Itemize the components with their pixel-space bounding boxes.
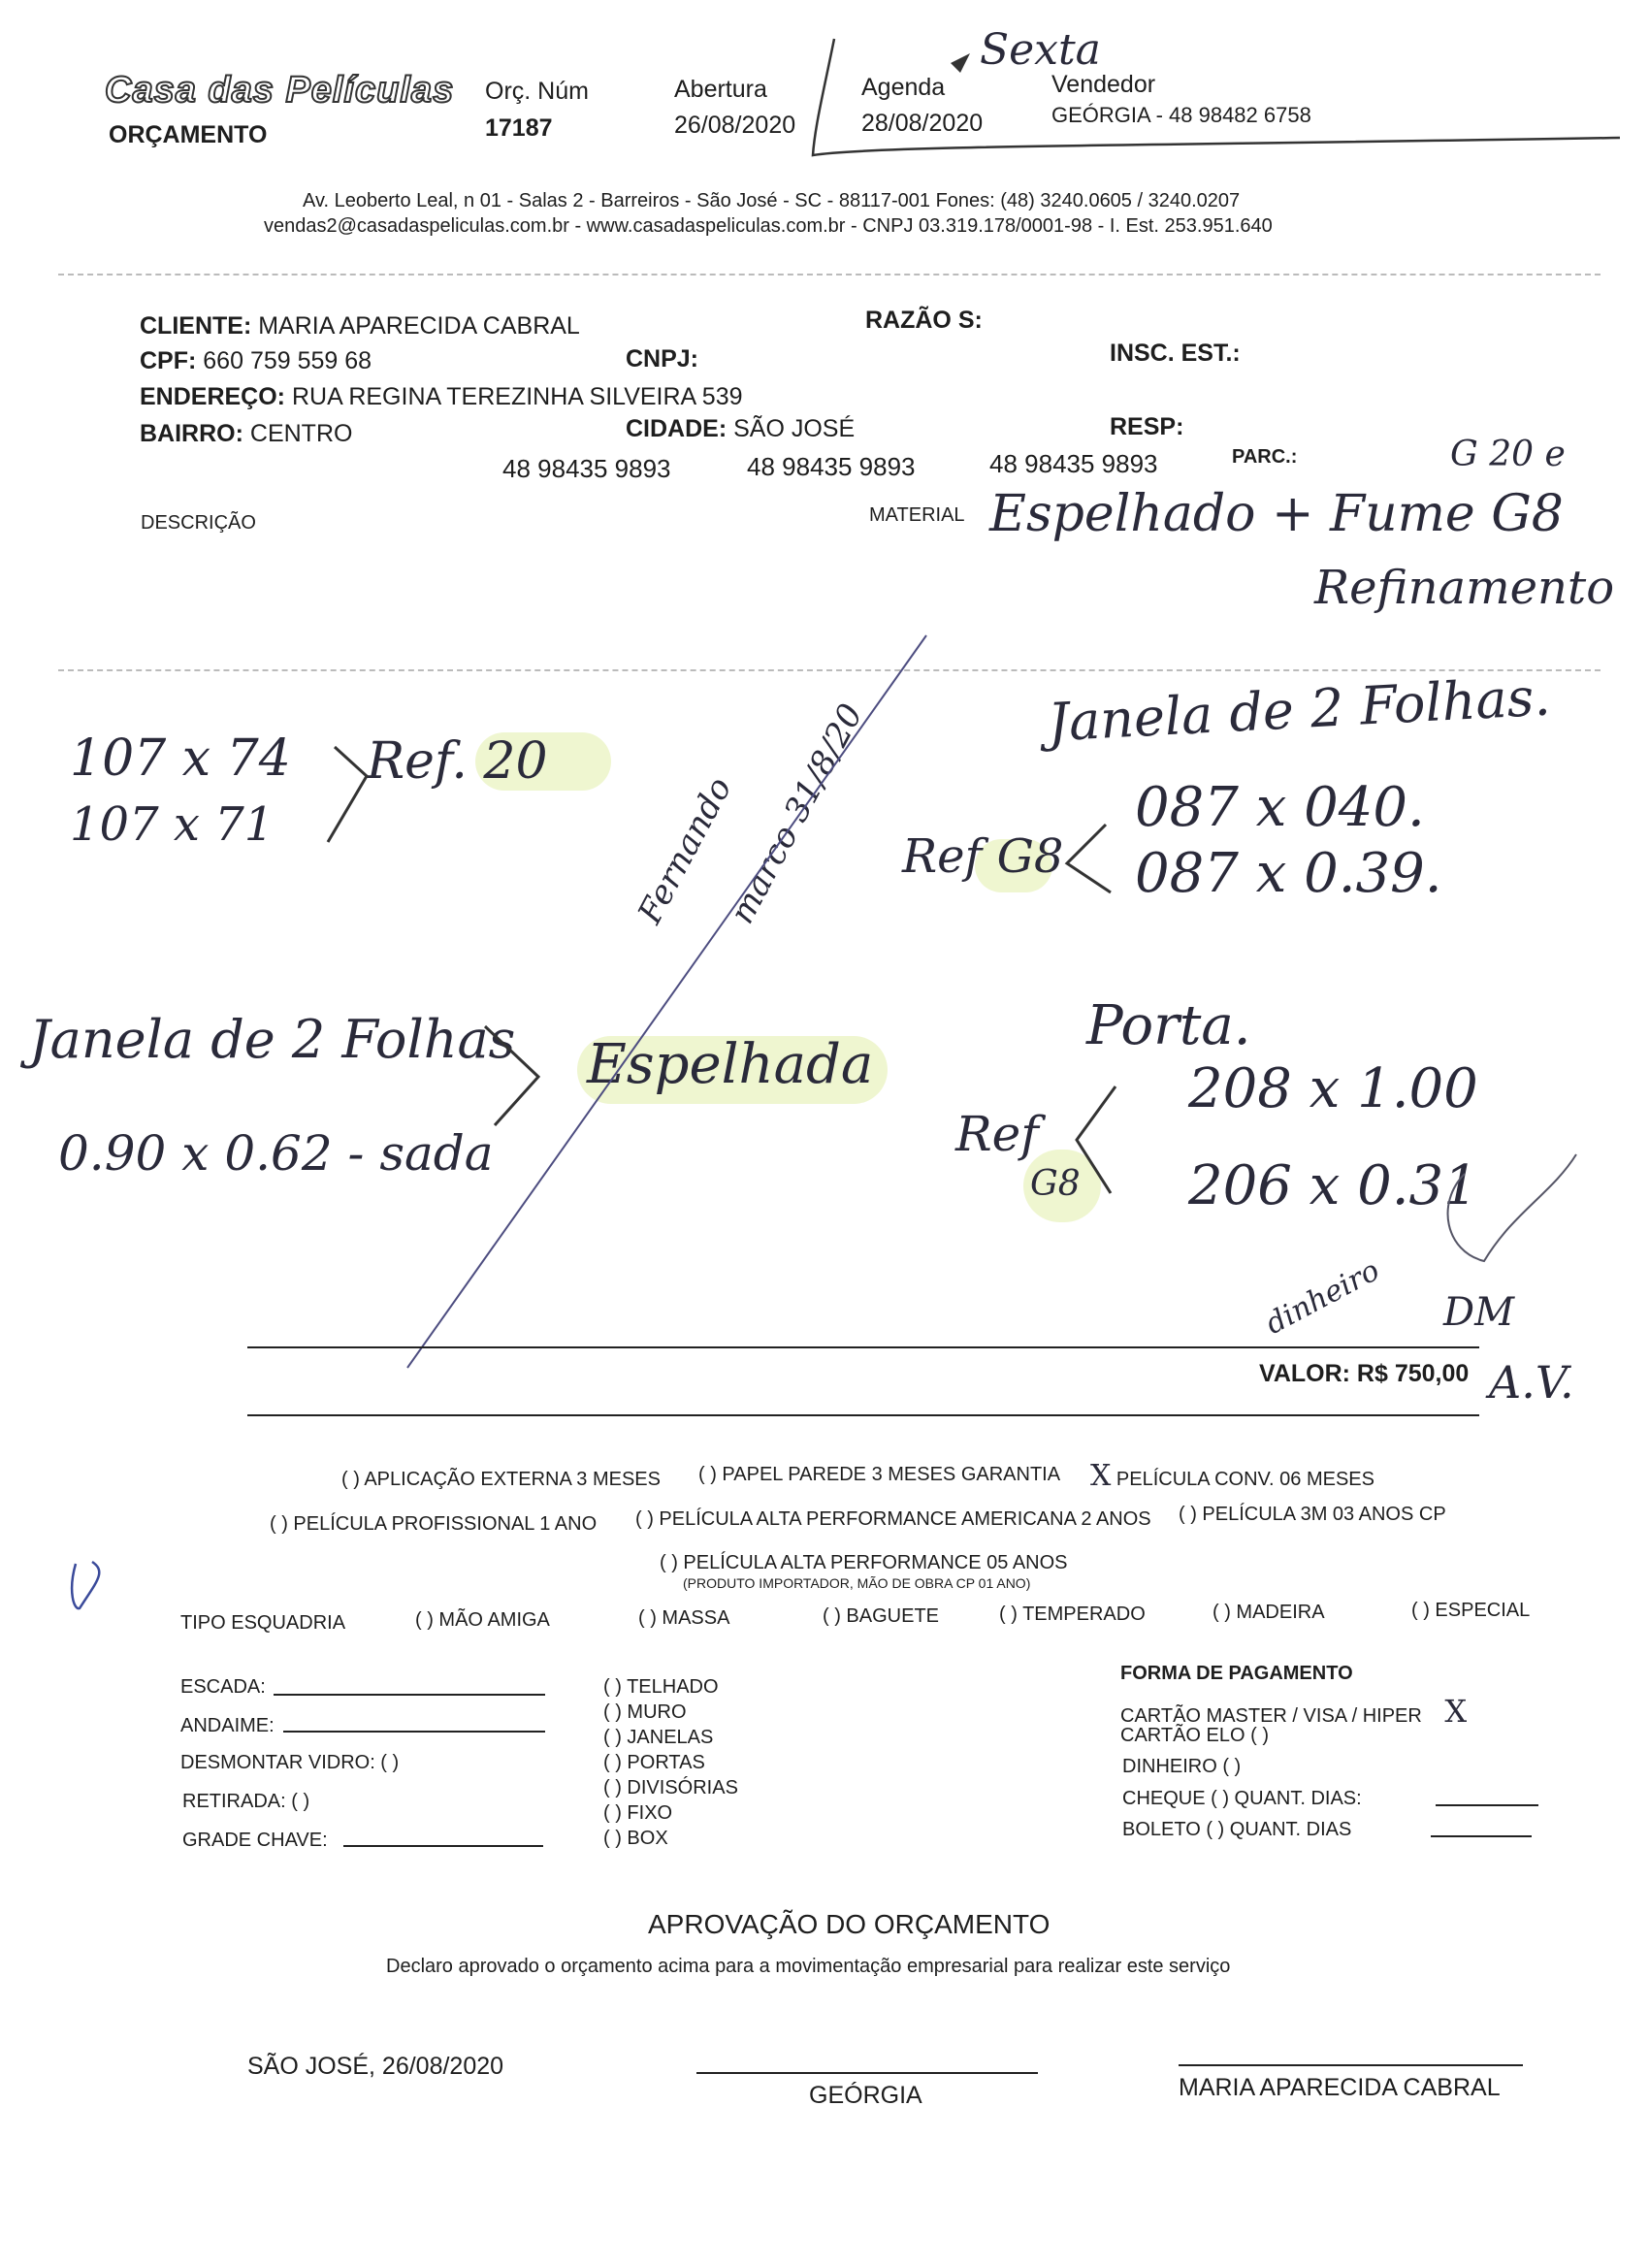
option-aplicacao-externa[interactable]: ( ) APLICAÇÃO EXTERNA 3 MESES: [341, 1469, 661, 1490]
payment-boleto[interactable]: BOLETO ( ) QUANT. DIAS: [1122, 1819, 1352, 1840]
dinheiro-note: dinheiro: [1260, 1253, 1385, 1342]
bracket-4: [1077, 1086, 1116, 1193]
measurement-4b: 206 x 0.31: [1188, 1154, 1478, 1217]
payment-cheque[interactable]: CHEQUE ( ) QUANT. DIAS:: [1122, 1788, 1362, 1809]
parc-handwritten-note: G 20 e: [1450, 435, 1566, 474]
cpf-label: CPF:: [140, 347, 197, 374]
valor-line-bottom: [247, 1414, 1479, 1416]
option-pelicula-conv[interactable]: [1090, 1459, 1374, 1493]
agenda-bracket-stroke: [813, 39, 1620, 155]
material-handwritten-note-2: Refinamento: [1314, 561, 1615, 615]
diagonal-cross-stroke: [407, 635, 926, 1368]
phone-2: 48 98435 9893: [747, 452, 916, 481]
esquadria-baguete[interactable]: ( ) BAGUETE: [823, 1605, 940, 1627]
cliente-label: CLIENTE:: [140, 312, 252, 340]
grade-chave-label: GRADE CHAVE:: [182, 1830, 328, 1851]
option-pelicula-americana[interactable]: ( ) PELÍCULA ALTA PERFORMANCE AMERICANA 2 ANOS: [635, 1508, 1151, 1530]
escada-input[interactable]: [274, 1694, 545, 1696]
bracket-2: [1067, 825, 1111, 892]
field-box[interactable]: ( ) BOX: [603, 1828, 668, 1849]
option-papel-parede[interactable]: ( ) PAPEL PAREDE 3 MESES GARANTIA: [698, 1464, 1061, 1485]
payment-title: FORMA DE PAGAMENTO: [1120, 1663, 1353, 1684]
option-checked-mark: X: [1090, 1459, 1112, 1493]
signature-name-right: MARIA APARECIDA CABRAL: [1179, 2074, 1501, 2101]
parc-label: PARC.:: [1232, 446, 1298, 468]
cidade-label: CIDADE:: [626, 415, 728, 442]
valor-total: VALOR: R$ 750,00: [1259, 1360, 1470, 1387]
approval-place-date: SÃO JOSÉ, 26/08/2020: [247, 2053, 504, 2080]
g8-tag-b: G8: [1030, 1164, 1081, 1204]
cidade-value: SÃO JOSÉ: [733, 415, 856, 442]
company-address: Av. Leoberto Leal, n 01 - Salas 2 - Barreiros - São José - SC - 88117-001 Fones: (48) 3240.0605 / 3240.0207: [303, 190, 1241, 211]
esquadria-madeira[interactable]: ( ) MADEIRA: [1212, 1602, 1325, 1623]
signature-name-left: GEÓRGIA: [809, 2082, 922, 2109]
razao-label: RAZÃO S:: [865, 307, 983, 334]
av-note: A.V.: [1489, 1356, 1574, 1409]
vendedor-label: Vendedor: [1051, 71, 1156, 98]
esquadria-especial[interactable]: ( ) ESPECIAL: [1411, 1600, 1531, 1621]
endereco-value: RUA REGINA TEREZINHA SILVEIRA 539: [291, 383, 743, 410]
diagonal-note-1: Fernando: [630, 770, 740, 930]
esquadria-mao-amiga[interactable]: ( ) MÃO AMIGA: [415, 1609, 550, 1631]
margin-mark: [72, 1562, 99, 1608]
orc-num-label: Orç. Núm: [485, 78, 589, 105]
measurement-2b: 087 x 0.39.: [1135, 842, 1442, 905]
field-portas[interactable]: ( ) PORTAS: [603, 1752, 705, 1773]
document-type: ORÇAMENTO: [109, 121, 268, 148]
abertura-label: Abertura: [674, 76, 767, 103]
field-muro[interactable]: ( ) MURO: [603, 1701, 687, 1723]
bracket-3: [485, 1026, 538, 1125]
desmontar-vidro-option[interactable]: DESMONTAR VIDRO: ( ): [180, 1752, 400, 1773]
field-fixo[interactable]: ( ) FIXO: [603, 1802, 673, 1824]
payment-cartao-master-label: CARTÃO MASTER / VISA / HIPER: [1120, 1705, 1422, 1727]
option-pelicula-profissional[interactable]: ( ) PELÍCULA PROFISSIONAL 1 ANO: [270, 1513, 598, 1535]
approval-text: Declaro aprovado o orçamento acima para a movimentação empresarial para realizar este serviço: [386, 1956, 1231, 1977]
signature-line-left: [696, 2072, 1038, 2074]
resp-label: RESP:: [1110, 413, 1184, 440]
endereco-label: ENDEREÇO:: [140, 383, 286, 410]
agenda-value: 28/08/2020: [861, 110, 984, 137]
vendedor-value: GEÓRGIA - 48 98482 6758: [1051, 103, 1311, 127]
retirada-option[interactable]: RETIRADA: ( ): [182, 1791, 310, 1812]
agenda-handwritten-note: Sexta: [980, 25, 1101, 75]
diagonal-note-2: marco 31/8/20: [723, 697, 871, 930]
orc-num-value: 17187: [485, 114, 553, 142]
escada-label: ESCADA:: [180, 1676, 266, 1698]
phone-1: 48 98435 9893: [502, 454, 671, 483]
bairro-value: CENTRO: [249, 420, 353, 447]
option-pelicula-conv-label: PELÍCULA CONV. 06 MESES: [1116, 1469, 1374, 1490]
measurement-3: 0.90 x 0.62 - sada: [58, 1125, 494, 1182]
porta-title: Porta.: [1086, 994, 1251, 1057]
field-divisorias[interactable]: ( ) DIVISÓRIAS: [603, 1777, 738, 1798]
bairro-label: BAIRRO:: [140, 420, 243, 447]
option-alta-performance-note: (PRODUTO IMPORTADOR, MÃO DE OBRA CP 01 ANO): [683, 1575, 1031, 1591]
material-label: MATERIAL: [869, 504, 965, 526]
valor-line-top: [247, 1346, 1479, 1348]
field-telhado[interactable]: ( ) TELHADO: [603, 1676, 719, 1698]
measurement-2a: 087 x 040.: [1135, 776, 1425, 839]
boleto-dias-input[interactable]: [1431, 1835, 1532, 1837]
initials-dm: DM: [1443, 1290, 1515, 1335]
janela-right-title: Janela de 2 Folhas.: [1046, 665, 1552, 754]
andaime-input[interactable]: [283, 1731, 545, 1733]
measurement-1b: 107 x 71: [70, 797, 275, 852]
ref-g8-tag-a: Ref G8: [902, 829, 1064, 884]
agenda-arrow-stroke: [951, 53, 970, 73]
measurement-1a: 107 x 74: [70, 729, 291, 788]
material-handwritten-note: Espelhado + Fume G8: [989, 485, 1564, 543]
cpf-value: 660 759 559 68: [203, 347, 372, 374]
payment-checked-mark: X: [1444, 1693, 1468, 1730]
cheque-dias-input[interactable]: [1436, 1804, 1538, 1806]
signature-scribble: [1448, 1154, 1576, 1261]
bracket-1: [328, 747, 367, 842]
abertura-value: 26/08/2020: [674, 112, 796, 139]
grade-chave-input[interactable]: [343, 1845, 543, 1847]
option-pelicula-3m[interactable]: ( ) PELÍCULA 3M 03 ANOS CP: [1179, 1504, 1446, 1525]
esquadria-temperado[interactable]: ( ) TEMPERADO: [999, 1604, 1146, 1625]
agenda-label: Agenda: [861, 74, 946, 101]
esquadria-label: TIPO ESQUADRIA: [180, 1612, 346, 1634]
company-logo: Casa das Películas: [105, 70, 455, 111]
approval-title: APROVAÇÃO DO ORÇAMENTO: [648, 1909, 1051, 1939]
andaime-label: ANDAIME:: [180, 1715, 275, 1736]
esquadria-massa[interactable]: ( ) MASSA: [638, 1607, 730, 1629]
ref-tag-b: Ref: [955, 1106, 1039, 1162]
descricao-label: DESCRIÇÃO: [141, 512, 256, 534]
signature-line-right: [1179, 2064, 1523, 2066]
janela-left-title: Janela de 2 Folhas: [29, 1009, 516, 1070]
field-janelas[interactable]: ( ) JANELAS: [603, 1727, 714, 1748]
espelhada-note: Espelhada: [587, 1033, 874, 1096]
payment-cartao-elo[interactable]: CARTÃO ELO ( ): [1120, 1725, 1269, 1746]
measurement-4a: 208 x 1.00: [1188, 1057, 1478, 1120]
cliente-value: MARIA APARECIDA CABRAL: [258, 312, 580, 340]
company-contact: vendas2@casadaspeliculas.com.br - www.casadaspeliculas.com.br - CNPJ 03.319.178/0001-98 - I. Est. 253.951.640: [264, 215, 1273, 237]
payment-dinheiro[interactable]: DINHEIRO ( ): [1122, 1756, 1242, 1777]
cnpj-label: CNPJ:: [626, 345, 699, 373]
option-pelicula-alta-performance[interactable]: ( ) PELÍCULA ALTA PERFORMANCE 05 ANOS: [660, 1552, 1068, 1573]
ref20-tag: Ref. 20: [367, 732, 548, 791]
insc-est-label: INSC. EST.:: [1110, 340, 1241, 367]
phone-3: 48 98435 9893: [989, 449, 1158, 478]
